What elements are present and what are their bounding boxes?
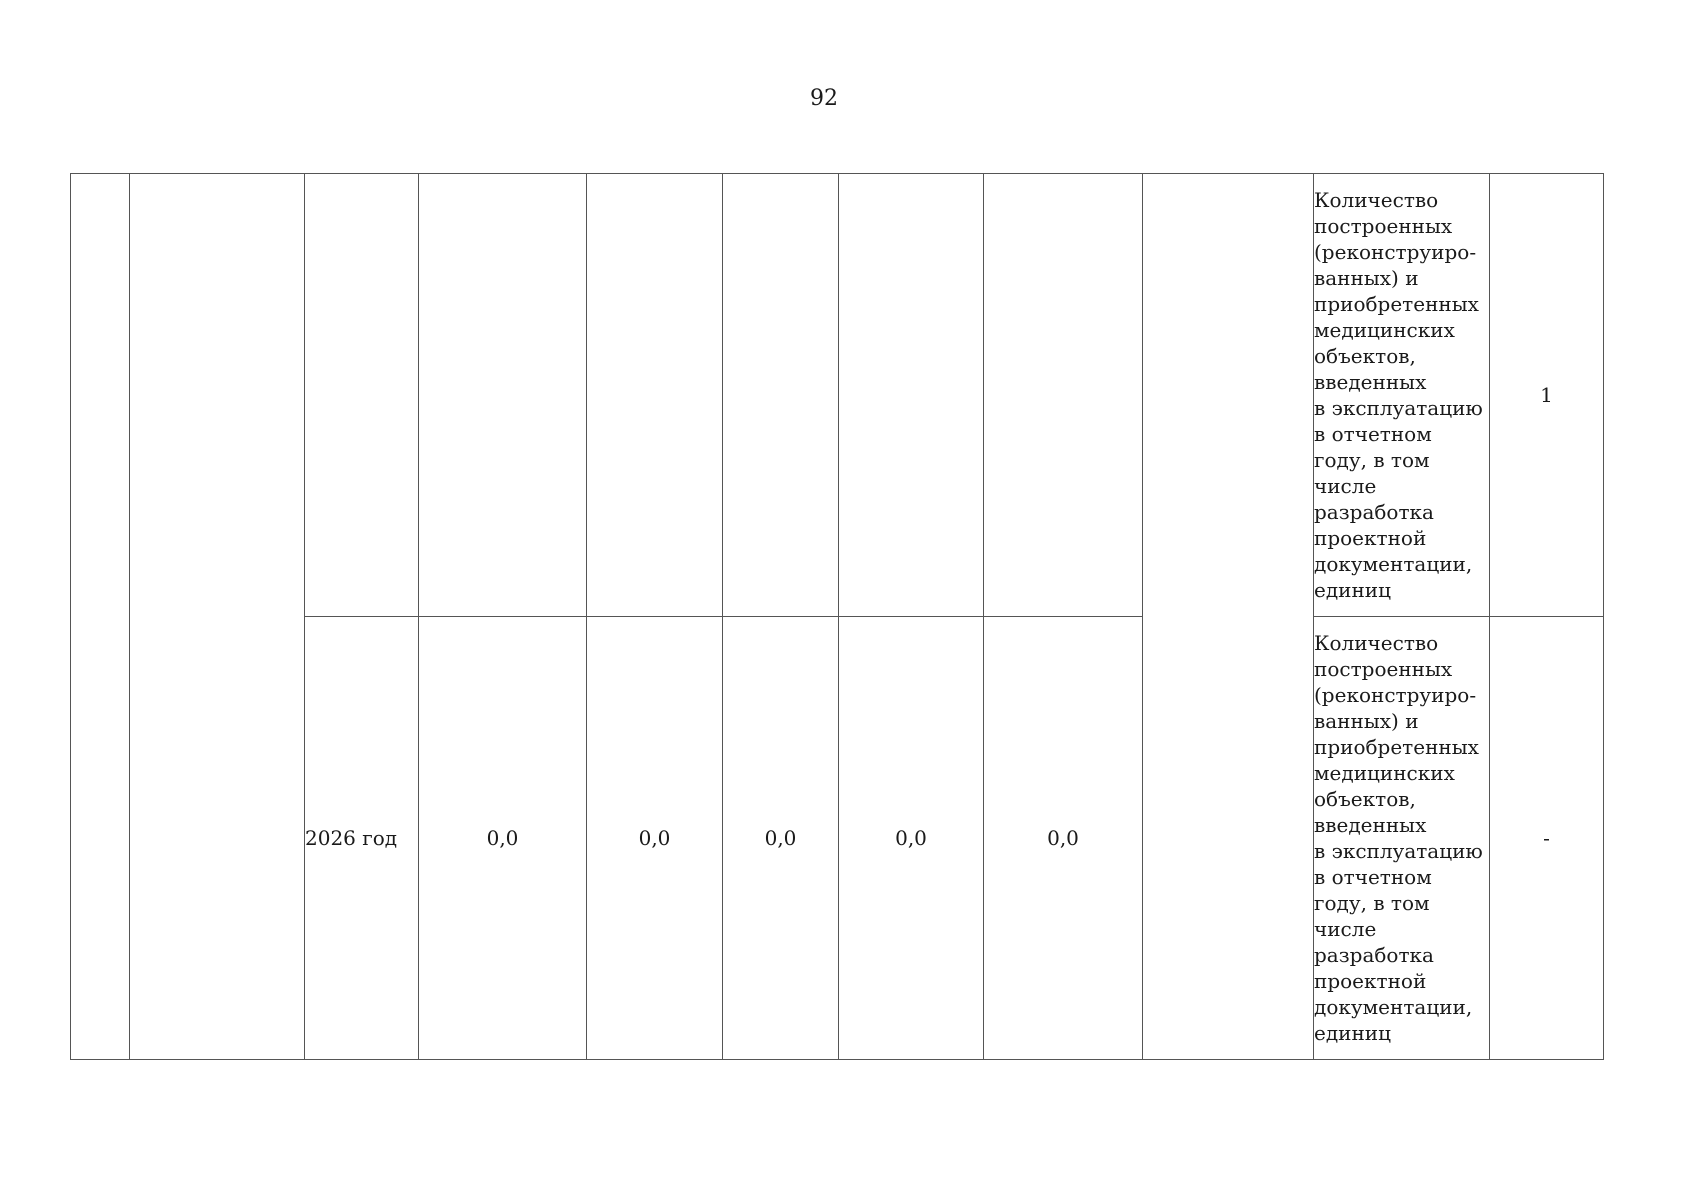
indicator-text-line: медицинских — [1314, 761, 1455, 785]
executor-cell — [1143, 174, 1314, 1060]
year-cell: 2026 год — [305, 617, 419, 1060]
indicator-text-line: медицинских — [1314, 318, 1455, 342]
indicator-text-line: числе — [1314, 474, 1377, 498]
number-cell — [71, 174, 130, 1060]
name-cell — [130, 174, 305, 1060]
value-cell — [587, 174, 723, 617]
indicator-text-line: ванных) и — [1314, 709, 1419, 733]
value-cell: 0,0 — [839, 617, 984, 1060]
indicator-text-line: проектной — [1314, 969, 1427, 993]
program-table — [70, 173, 1604, 1060]
indicator-text-line: Количество — [1314, 188, 1439, 212]
indicator-text-line: году, в том — [1314, 448, 1430, 472]
indicator-name-cell — [1314, 174, 1490, 617]
indicator-text-line: построенных — [1314, 214, 1453, 238]
indicator-text-line: (реконструиро- — [1314, 240, 1477, 264]
value-cell — [839, 174, 984, 617]
page-number: 92 — [810, 86, 838, 111]
indicator-text-line: числе — [1314, 917, 1377, 941]
value-cell: 0,0 — [984, 617, 1143, 1060]
value-cell — [984, 174, 1143, 617]
indicator-text-line: документации, — [1314, 995, 1473, 1019]
indicator-text-line: единиц — [1314, 1021, 1392, 1045]
indicator-text-line: объектов, — [1314, 787, 1416, 811]
year-cell — [305, 174, 419, 617]
indicator-text-line: в эксплуатацию — [1314, 839, 1483, 863]
indicator-text-line: в отчетном — [1314, 422, 1432, 446]
indicator-text-line: приобретенных — [1314, 292, 1479, 316]
indicator-text-line: документации, — [1314, 552, 1473, 576]
indicator-text-line: разработка — [1314, 943, 1434, 967]
value-cell — [723, 174, 839, 617]
value-cell: 0,0 — [587, 617, 723, 1060]
indicator-name-cell — [1314, 617, 1490, 1060]
indicator-value-cell: - — [1490, 617, 1604, 1060]
indicator-text-line: в отчетном — [1314, 865, 1432, 889]
table-row — [71, 174, 1604, 617]
indicator-text-line: единиц — [1314, 578, 1392, 602]
value-cell: 0,0 — [419, 617, 587, 1060]
indicator-text-line: Количество — [1314, 631, 1439, 655]
indicator-text-line: введенных — [1314, 370, 1427, 394]
indicator-text-line: построенных — [1314, 657, 1453, 681]
indicator-text-line: объектов, — [1314, 344, 1416, 368]
indicator-text-line: введенных — [1314, 813, 1427, 837]
value-cell — [419, 174, 587, 617]
indicator-text-line: ванных) и — [1314, 266, 1419, 290]
indicator-text-line: (реконструиро- — [1314, 683, 1477, 707]
indicator-text-line: в эксплуатацию — [1314, 396, 1483, 420]
indicator-text-line: приобретенных — [1314, 735, 1479, 759]
indicator-value-cell: 1 — [1490, 174, 1604, 617]
indicator-text-line: разработка — [1314, 500, 1434, 524]
value-cell: 0,0 — [723, 617, 839, 1060]
indicator-text-line: проектной — [1314, 526, 1427, 550]
indicator-text-line: году, в том — [1314, 891, 1430, 915]
